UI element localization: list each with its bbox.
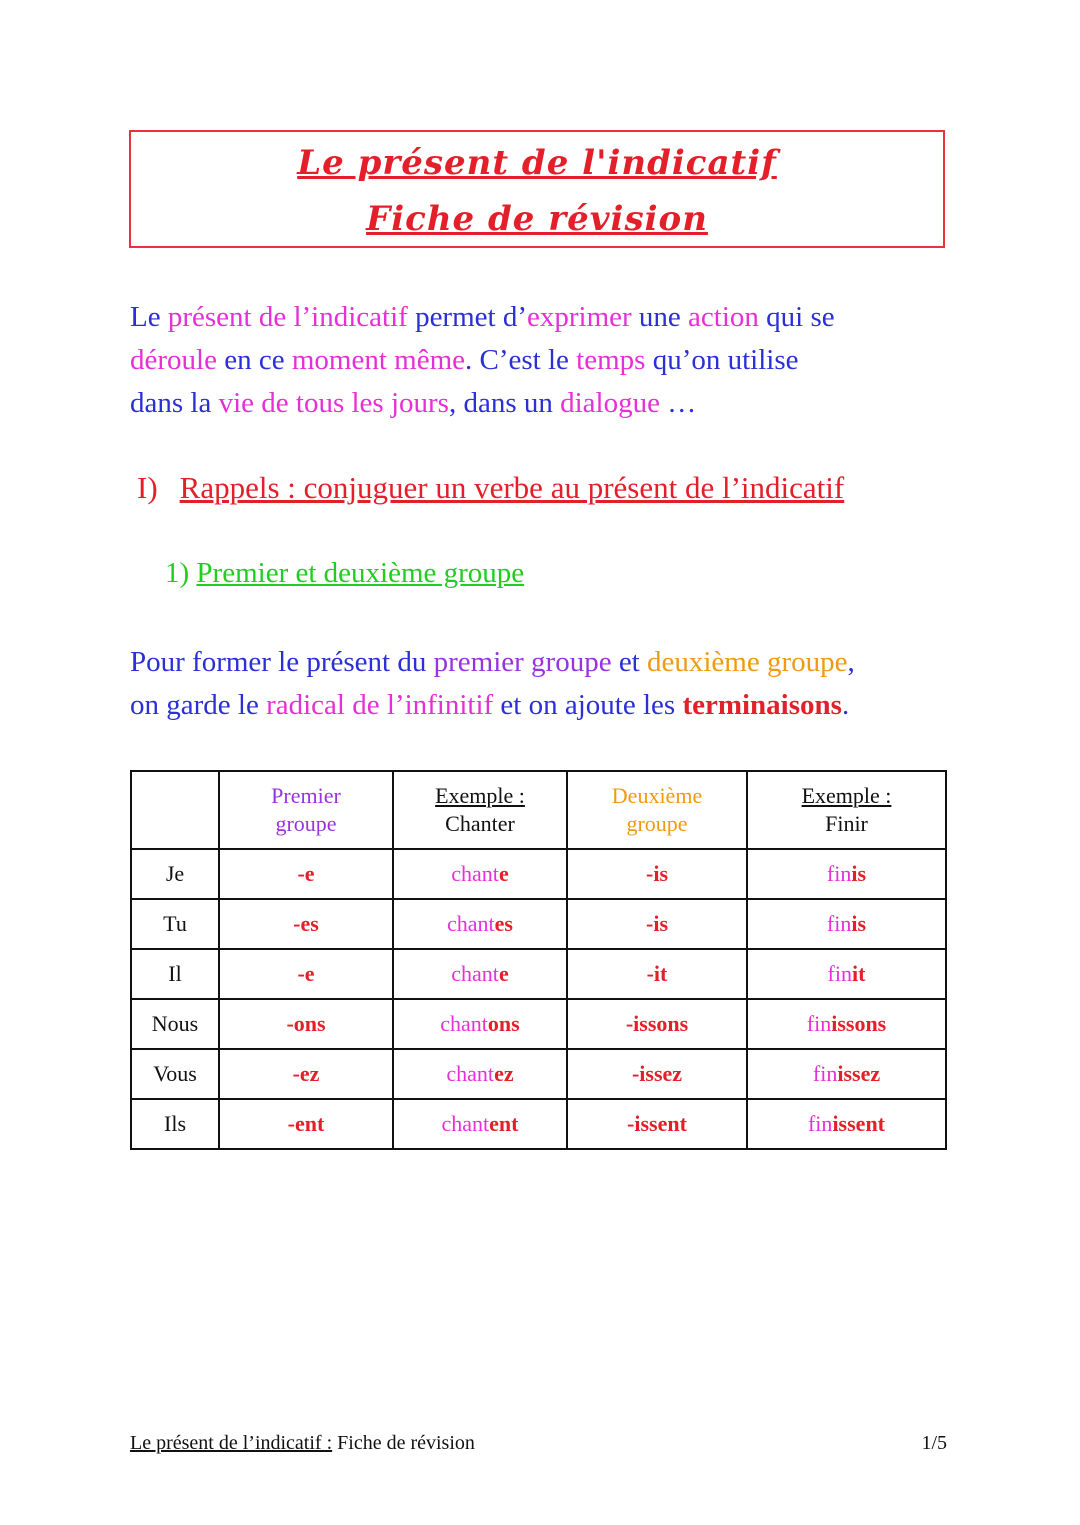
- title-box: [129, 130, 945, 248]
- table-row: Je -e chante -is finis: [131, 849, 946, 899]
- header-empty-cell: [131, 771, 219, 849]
- rule-paragraph: Pour former le présent du premier groupe et deuxième groupe, on garde le radical de l’infinitif et on ajoute les terminaisons.: [130, 646, 855, 721]
- intro-paragraph: Le présent de l’indicatif permet d’exprimer une action qui se déroule en ce moment même. C’est le temps qu’on utilise dans la vie de tous les jours, dans un dialogue …: [130, 301, 835, 419]
- header-deuxieme-groupe: Deuxième groupe: [567, 771, 747, 849]
- table-header-row: [131, 771, 946, 849]
- table-row: Tu -es chantes -is finis: [131, 899, 946, 949]
- conjugation-table: [130, 770, 947, 1150]
- page-subtitle: Fiche de révision: [366, 199, 708, 239]
- table-row: Nous -ons chantons -issons finissons: [131, 999, 946, 1049]
- header-premier-groupe: Premier groupe: [219, 771, 393, 849]
- section-heading-1-1: 1) Premier et deuxième groupe: [165, 557, 525, 589]
- section-heading-1: I) Rappels : conjuguer un verbe au présent de l’indicatif: [137, 470, 845, 505]
- page-title: Le présent de l'indicatif: [297, 143, 777, 183]
- header-exemple-chanter: Exemple : Chanter: [393, 771, 567, 849]
- table-row: Il -e chante -it finit: [131, 949, 946, 999]
- table-row: Ils -ent chantent -issent finissent: [131, 1099, 946, 1149]
- page-number: 1/5: [921, 1432, 947, 1454]
- page-footer: [130, 1432, 947, 1455]
- footer-title: Le présent de l’indicatif : Fiche de révision: [130, 1432, 475, 1454]
- header-exemple-finir: Exemple : Finir: [747, 771, 946, 849]
- table-row: Vous -ez chantez -issez finissez: [131, 1049, 946, 1099]
